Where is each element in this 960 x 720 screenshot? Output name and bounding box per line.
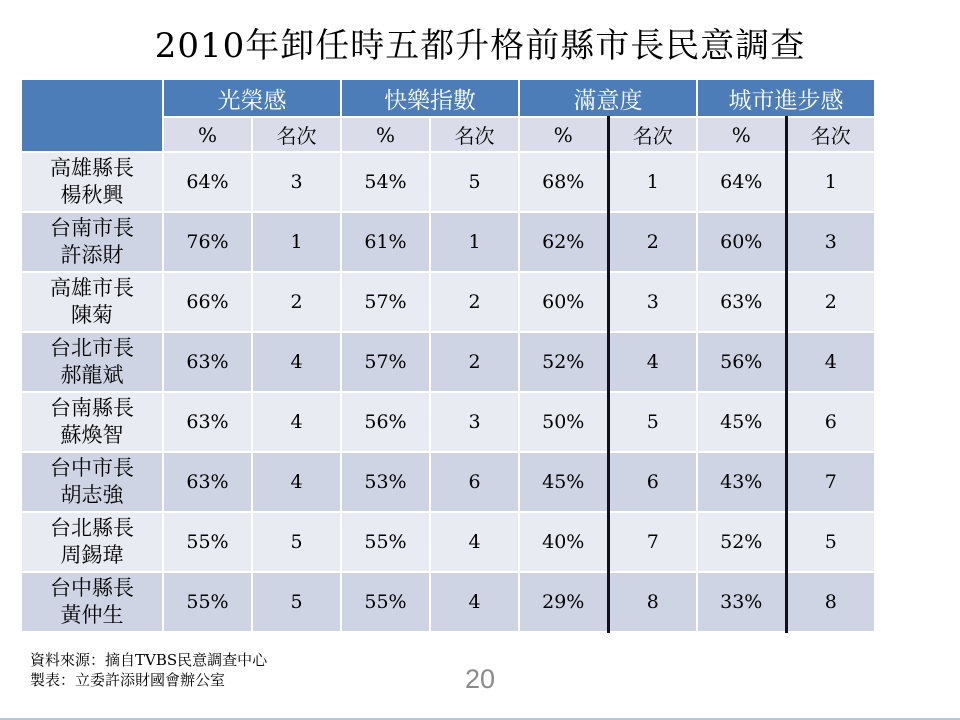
value-cell: 4	[252, 392, 341, 452]
office-label: 台中縣長	[50, 575, 134, 600]
value-cell: 2	[430, 332, 519, 392]
mayor-name: 胡志強	[60, 483, 124, 507]
value-cell: 68%	[519, 152, 608, 212]
value-cell: 56%	[697, 332, 786, 392]
value-cell: 62%	[519, 212, 608, 272]
value-cell: 2	[430, 272, 519, 332]
group-header-pride: 光榮感	[163, 79, 341, 117]
table-row-su-huan-chih	[21, 392, 875, 452]
value-cell: 1	[786, 152, 875, 212]
value-cell: 40%	[519, 512, 608, 572]
value-cell: 52%	[697, 512, 786, 572]
value-cell: 3	[430, 392, 519, 452]
mayor-name: 郝龍斌	[60, 363, 124, 387]
source-line: 資料來源：摘自TVBS民意調查中心	[30, 651, 268, 669]
value-cell: 4	[786, 332, 875, 392]
value-cell: 4	[252, 452, 341, 512]
office-label: 台北市長	[50, 335, 134, 360]
value-cell: 52%	[519, 332, 608, 392]
value-cell: 43%	[697, 452, 786, 512]
value-cell: 1	[608, 152, 697, 212]
table-row-yang-chiu-hsing	[21, 152, 875, 212]
mayor-cell	[21, 392, 163, 452]
mayor-cell	[21, 152, 163, 212]
table-row-huang-chung-sheng	[21, 572, 875, 632]
value-cell: 55%	[341, 572, 430, 632]
mayor-cell	[21, 272, 163, 332]
table-row-chou-hsi-wei	[21, 512, 875, 572]
value-cell: 64%	[163, 152, 252, 212]
subheader-satisfaction-percent: %	[519, 117, 608, 152]
value-cell: 3	[608, 272, 697, 332]
mayor-name: 黃仲生	[60, 603, 124, 627]
poll-results-table	[20, 78, 876, 633]
value-cell: 57%	[341, 272, 430, 332]
value-cell: 6	[786, 392, 875, 452]
value-cell: 2	[608, 212, 697, 272]
value-cell: 3	[252, 152, 341, 212]
table-row-jason-hu	[21, 452, 875, 512]
subheader-pride-percent: %	[163, 117, 252, 152]
value-cell: 1	[252, 212, 341, 272]
value-cell: 6	[608, 452, 697, 512]
mayor-cell	[21, 332, 163, 392]
value-cell: 60%	[519, 272, 608, 332]
office-label: 台北縣長	[50, 515, 134, 540]
value-cell: 4	[430, 572, 519, 632]
subheader-progress-rank: 名次	[786, 117, 875, 152]
value-cell: 8	[786, 572, 875, 632]
value-cell: 4	[430, 512, 519, 572]
mayor-name: 周錫瑋	[60, 543, 124, 567]
value-cell: 50%	[519, 392, 608, 452]
subheader-pride-rank: 名次	[252, 117, 341, 152]
value-cell: 2	[786, 272, 875, 332]
value-cell: 57%	[341, 332, 430, 392]
value-cell: 5	[252, 572, 341, 632]
mayor-cell	[21, 452, 163, 512]
value-cell: 8	[608, 572, 697, 632]
value-cell: 53%	[341, 452, 430, 512]
group-header-satisfaction: 滿意度	[519, 79, 697, 117]
value-cell: 55%	[163, 512, 252, 572]
subheader-progress-percent: %	[697, 117, 786, 152]
subheader-satisfaction-rank: 名次	[608, 117, 697, 152]
value-cell: 7	[608, 512, 697, 572]
value-cell: 5	[608, 392, 697, 452]
office-label: 台南市長	[50, 215, 134, 240]
value-cell: 63%	[697, 272, 786, 332]
mayor-cell	[21, 512, 163, 572]
value-cell: 54%	[341, 152, 430, 212]
office-label: 高雄縣長	[50, 155, 134, 180]
mayor-cell	[21, 572, 163, 632]
page-title: 2010年卸任時五都升格前縣市長民意調查	[154, 26, 806, 66]
group-header-happiness: 快樂指數	[341, 79, 519, 117]
value-cell: 5	[786, 512, 875, 572]
value-cell: 5	[430, 152, 519, 212]
mayor-cell	[21, 212, 163, 272]
mayor-name: 楊秋興	[60, 183, 124, 207]
office-label: 高雄市長	[50, 275, 134, 300]
group-header-city-progress: 城市進步感	[697, 79, 875, 117]
office-label: 台中市長	[50, 455, 134, 480]
mayor-name: 陳菊	[71, 303, 113, 327]
group-header-row	[21, 79, 875, 117]
value-cell: 4	[608, 332, 697, 392]
table-row-hau-lung-pin	[21, 332, 875, 392]
value-cell: 60%	[697, 212, 786, 272]
value-cell: 33%	[697, 572, 786, 632]
value-cell: 6	[430, 452, 519, 512]
value-cell: 3	[786, 212, 875, 272]
table-row-chen-chu	[21, 272, 875, 332]
value-cell: 63%	[163, 452, 252, 512]
credit-line: 製表：立委許添財國會辦公室	[30, 670, 226, 689]
value-cell: 63%	[163, 332, 252, 392]
value-cell: 66%	[163, 272, 252, 332]
value-cell: 29%	[519, 572, 608, 632]
value-cell: 4	[252, 332, 341, 392]
value-cell: 5	[252, 512, 341, 572]
subheader-happiness-percent: %	[341, 117, 430, 152]
mayor-name: 許添財	[60, 243, 124, 267]
value-cell: 64%	[697, 152, 786, 212]
office-label: 台南縣長	[50, 395, 134, 420]
value-cell: 61%	[341, 212, 430, 272]
value-cell: 55%	[341, 512, 430, 572]
value-cell: 45%	[519, 452, 608, 512]
mayor-name: 蘇煥智	[60, 423, 124, 447]
value-cell: 2	[252, 272, 341, 332]
page-number: 20	[464, 664, 496, 694]
value-cell: 76%	[163, 212, 252, 272]
table-row-hsu-tain-tsair	[21, 212, 875, 272]
value-cell: 56%	[341, 392, 430, 452]
value-cell: 63%	[163, 392, 252, 452]
subheader-happiness-rank: 名次	[430, 117, 519, 152]
value-cell: 1	[430, 212, 519, 272]
value-cell: 7	[786, 452, 875, 512]
value-cell: 45%	[697, 392, 786, 452]
corner-cell	[21, 79, 163, 152]
value-cell: 55%	[163, 572, 252, 632]
